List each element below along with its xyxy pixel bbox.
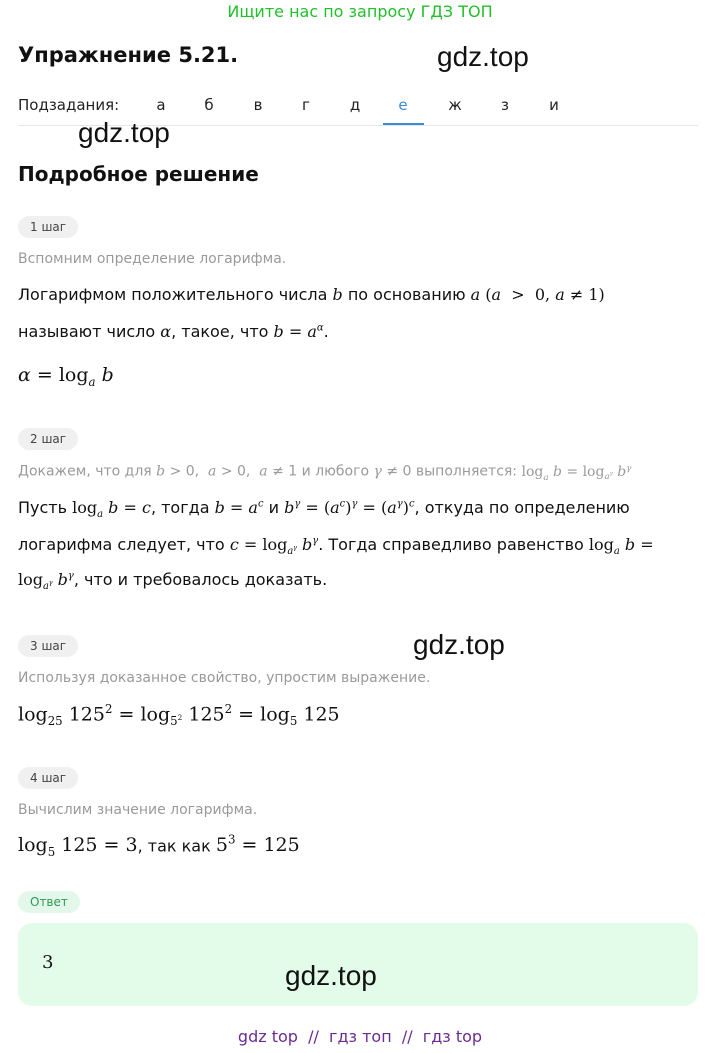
step-badge: 2 шаг (18, 428, 78, 450)
subtask-tab-g[interactable]: г (302, 96, 310, 114)
top-banner: Ищите нас по запросу ГДЗ ТОП (227, 2, 493, 21)
watermark: gdz.top (285, 960, 377, 991)
subtask-tab-d[interactable]: д (349, 96, 361, 114)
subtask-tab-zh[interactable]: ж (448, 96, 462, 114)
step-hint: Докажем, что для b > 0, a > 0, a ≠ 1 и любого γ ≠ 0 выполняется: $\log_a b = \log_{a^\gamma} b^\gamma$ (18, 463, 632, 483)
step-text: $\log_5 125 = 3$, так как $5^3 = 125$ (18, 833, 300, 860)
watermark: gdz.top (437, 41, 529, 72)
step-hint: Вычислим значение логарифма. (18, 802, 258, 818)
step-badge: 1 шаг (18, 216, 78, 238)
step-text: логарифма следует, что $c = \log_{a^\gamma} b^\gamma$. Тогда справедливо равенство $\log_a b$ = (18, 535, 654, 558)
solution-title: Подробное решение (18, 162, 259, 186)
subtask-tab-i[interactable]: и (549, 96, 559, 114)
step-hint: Вспомним определение логарифма. (18, 251, 287, 267)
answer-value: 3 (42, 952, 54, 973)
subtask-tab-b[interactable]: б (204, 96, 214, 114)
step-text: $\log_{a^\gamma} b^\gamma$, что и требовалось доказать. (18, 570, 328, 593)
subtask-tab-e-active[interactable]: е (398, 96, 408, 114)
subtask-tab-a[interactable]: а (156, 96, 166, 114)
watermark: gdz.top (78, 117, 170, 148)
formula: $\log_{25} 125^2 = \log_{5^2} 125^2 = \log_5 125$ (18, 702, 340, 729)
exercise-title: Упражнение 5.21. (18, 43, 239, 67)
formula: $\alpha = \log_a b$ (18, 364, 114, 389)
step-text: Пусть $\log_a b = c$, тогда $b = a^c$ и $b^\gamma = (a^c)^\gamma = (a^\gamma)^c$, откуда по определению (18, 498, 630, 521)
step-hint: Используя доказанное свойство, упростим выражение. (18, 670, 431, 686)
step-text: называют число α, такое, что $b = a^\alpha$. (18, 322, 329, 341)
step-text: Логарифмом положительного числа b по основанию a (a > 0, a ≠ 1) (18, 285, 605, 304)
step-badge: 3 шаг (18, 635, 78, 657)
subtask-tab-z[interactable]: з (501, 96, 509, 114)
watermark: gdz.top (413, 629, 505, 660)
subtask-tab-v[interactable]: в (253, 96, 263, 114)
footer-links[interactable]: gdz top // гдз топ // гдз top (237, 1027, 483, 1046)
answer-badge: Ответ (18, 891, 80, 913)
step-badge: 4 шаг (18, 767, 78, 789)
subtasks-label: Подзадания: (18, 96, 120, 114)
